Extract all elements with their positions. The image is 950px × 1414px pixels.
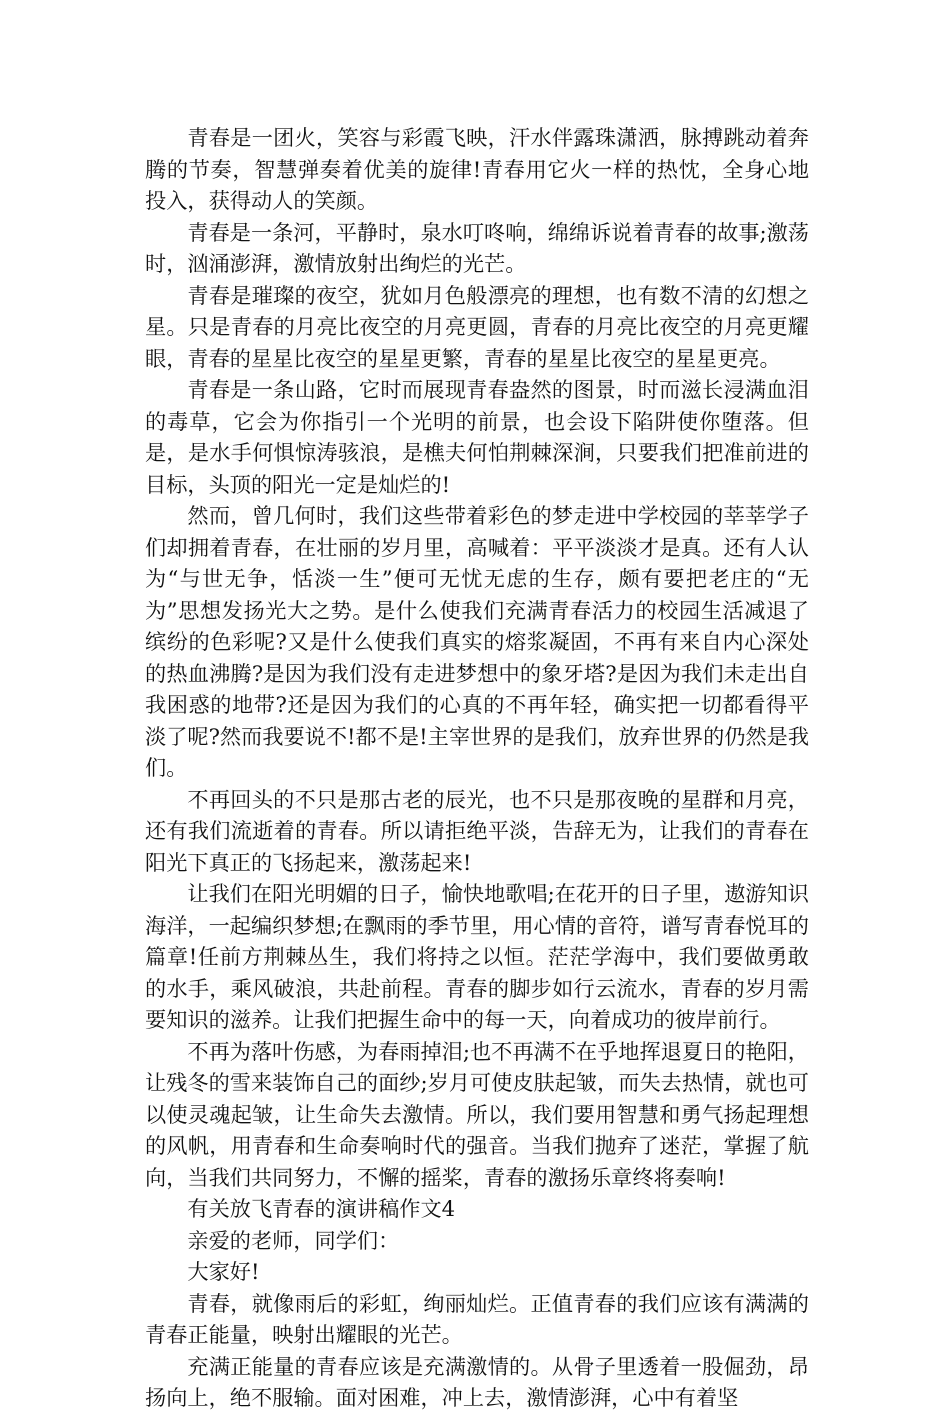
section-heading: 有关放飞青春的演讲稿作文4 (187, 1196, 456, 1221)
greeting: 大家好! (187, 1259, 260, 1284)
paragraph: 然而，曾几何时，我们这些带着彩色的梦走进中学校园的莘莘学子们却拥着青春，在壮丽的岁月里，高喊着：平平淡淡才是真。还有人认为“与世无争，恬淡一生”便可无忧无虑的生存，颇有要把老庄的“无为”思想发扬光大之势。是什么使我们充满青春活力的校园生活减退了缤纷的色彩呢?又是什么使我们真实的熔浆凝固，不再有来自内心深处的热血沸腾?是因为我们没有走进梦想中的象牙塔?是因为我们未走出自我困惑的地带?还是因为我们的心真的不再年轻，确实把一切都看得平淡了呢?然而我要说不!都不是!主宰世界的是我们，放弃世界的仍然是我们。 (145, 503, 810, 780)
paragraph: 充满正能量的青春应该是充满激情的。从骨子里透着一股倔劲，昂扬向上，绝不服输。面对困难，冲上去，激情澎湃，心中有着坚 (145, 1353, 809, 1410)
paragraph: 青春是一条山路，它时而展现青春盎然的图景，时而滋长浸满血泪的毒草，它会为你指引一个光明的前景，也会设下陷阱使你堕落。但是，是水手何惧惊涛骇浪，是樵夫何怕荆棘深涧，只要我们把准前进的目标，头顶的阳光一定是灿烂的! (145, 377, 809, 497)
salutation: 亲爱的老师，同学们： (187, 1227, 400, 1253)
paragraph: 不再为落叶伤感，为春雨掉泪;也不再满不在乎地挥退夏日的艳阳，让残冬的雪来装饰自己的面纱;岁月可使皮肤起皱，而失去热情，就也可以使灵魂起皱，让生命失去激情。所以，我们要用智慧和勇气扬起理想的风帆，用青春和生命奏响时代的强音。当我们抛弃了迷茫，掌握了航向，当我们共同努力，不懈的摇桨，青春的激扬乐章终将奏响! (145, 1038, 809, 1190)
paragraph: 让我们在阳光明媚的日子，愉快地歌唱;在花开的日子里，遨游知识海洋，一起编织梦想;在飘雨的季节里，用心情的音符，谱写青春悦耳的篇章!任前方荆棘丛生，我们将持之以恒。茫茫学海中，我们要做勇敢的水手，乘风破浪，共赴前程。青春的脚步如行云流水，青春的岁月需要知识的滋养。让我们把握生命中的每一天，向着成功的彼岸前行。 (145, 881, 809, 1032)
paragraph: 不再回头的不只是那古老的辰光，也不只是那夜晚的星群和月亮，还有我们流逝着的青春。所以请拒绝平淡，告辞无为，让我们的青春在阳光下真正的飞扬起来，激荡起来! (145, 786, 809, 875)
document-body (145, 122, 809, 1414)
paragraph: 青春是一团火，笑容与彩霞飞映，汗水伴露珠潇洒，脉搏跳动着奔腾的节奏，智慧弹奏着优美的旋律!青春用它火一样的热忱，全身心地投入，获得动人的笑颜。 (145, 125, 810, 213)
paragraph: 青春，就像雨后的彩虹，绚丽灿烂。正值青春的我们应该有满满的青春正能量，映射出耀眼的光芒。 (145, 1290, 809, 1347)
paragraph: 青春是一条河，平静时，泉水叮咚响，绵绵诉说着青春的故事;激荡时，汹涌澎湃，激情放射出绚烂的光芒。 (145, 219, 809, 276)
paragraph: 青春是璀璨的夜空，犹如月色般漂亮的理想，也有数不清的幻想之星。只是青春的月亮比夜空的月亮更圆，青春的月亮比夜空的月亮更耀眼，青春的星星比夜空的星星更繁，青春的星星比夜空的星星更亮。 (145, 282, 809, 371)
